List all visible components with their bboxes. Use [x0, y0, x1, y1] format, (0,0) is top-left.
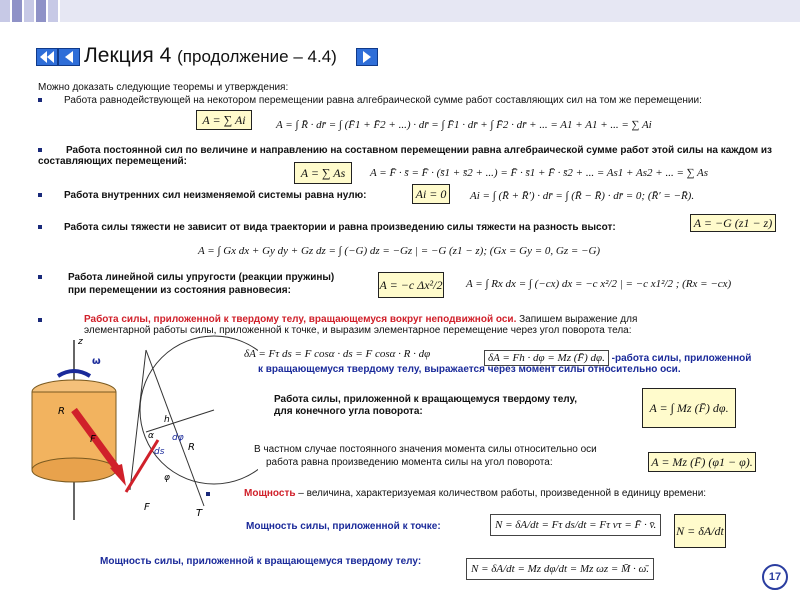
previous-slide-button[interactable] [58, 48, 80, 66]
bullet [38, 98, 42, 102]
theorem-1-box: A = ∑ Ai [196, 110, 252, 130]
constant-text-line2: работа равна произведению момента силы на угол поворота: [266, 457, 553, 468]
theorem-6-formula-b-text2: к вращающемуся твердому телу, выражается через момент силы относительно оси. [258, 364, 681, 375]
theorem-1-formula: A = ∫ R̄ · dr̄ = ∫ (F̄1 + F̄2 + ...) · dr̄ = ∫ F̄1 · dr̄ + ∫ F̄2 · dr̄ + ... = A1 + A1 + ... = ∑ Ai [276, 119, 652, 131]
bullet [38, 318, 42, 322]
constant-text-line1: В частном случае постоянного значения момента силы относительно оси [254, 444, 597, 455]
svg-text:z: z [78, 337, 83, 347]
theorem-6-rest: Запишем выражение для элементарной работы силы, приложенной к точке, и выразим элементарное перемещение через угол поворота тела: [84, 314, 638, 336]
theorem-2-formula: A = F̄ · s̄ = F̄ · (s̄1 + s̄2 + ...) = F̄ · s̄1 + F̄ · s̄2 + ... = As1 + As2 + ... = ∑ As [370, 167, 709, 179]
theorem-1-text: Работа равнодействующей на некотором перемещении равна алгебраической сумме работ составляющих сил на том же перемещении: [64, 95, 702, 106]
svg-text:R: R [188, 442, 195, 453]
double-left-arrow-icon [40, 51, 54, 63]
left-arrow-icon [62, 51, 76, 63]
theorem-5-box: A = −c Δx²/2 [378, 272, 444, 298]
theorem-6-formula-b-row [484, 346, 751, 365]
finite-formula: A = ∫ Mz (F̄) dφ. [642, 388, 736, 428]
power-rot-text: Мощность силы, приложенной к вращающемуся твердому телу: [100, 556, 422, 567]
theorem-4-formula: A = ∫ Gx dx + Gy dy + Gz dz = ∫ (−G) dz = −Gz | = −G (z1 − z); (Gx = Gy = 0, Gz = −G) [198, 245, 601, 257]
theorem-3-text: Работа внутренних сил неизменяемой системы равна нулю: [64, 190, 367, 201]
bullet [38, 193, 42, 197]
page-title: Лекция 4 (продолжение – 4.4) [84, 44, 337, 67]
bullet [38, 225, 42, 229]
svg-text:α: α [148, 431, 154, 441]
theorem-6-title: Работа силы, приложенной к твердому телу, вращающемуся вокруг неподвижной оси. [84, 314, 517, 325]
power-term: Мощность [244, 488, 296, 499]
svg-text:ds: ds [154, 447, 165, 457]
svg-text:φ: φ [164, 473, 170, 483]
svg-text:h: h [164, 415, 170, 425]
svg-text:R: R [58, 406, 65, 417]
power-def-text: – величина, характеризуемая количеством работы, произведенной в единицу времени: [295, 488, 707, 499]
rotating-body-figure [18, 330, 258, 530]
intro-text: Можно доказать следующие теоремы и утверждения: [38, 82, 289, 93]
right-arrow-icon [360, 51, 374, 63]
theorem-5-text-line2: при перемещении из состояния равновесия: [68, 285, 291, 296]
next-slide-button[interactable] [356, 48, 378, 66]
first-slide-button[interactable] [36, 48, 58, 66]
svg-text:F: F [144, 502, 150, 513]
theorem-5-text-line1: Работа линейной силы упругости (реакции пружины) [68, 272, 335, 283]
finite-text-line1: Работа силы, приложенной к вращающемуся твердому телу, [274, 394, 578, 405]
theorem-4-text: Работа силы тяжести не зависит от вида траектории и равна произведению силы тяжести на разность высот: [64, 222, 616, 233]
power-point-formula: N = δA/dt = Fτ ds/dt = Fτ vτ = F̄ · v̄. [490, 514, 661, 536]
theorem-6-formula-a: δA = Fτ ds = F cosα · ds = F cosα · R · dφ [244, 348, 431, 360]
power-point-text: Мощность силы, приложенной к точке: [246, 521, 441, 532]
finite-text-line2: для конечного угла поворота: [274, 406, 423, 417]
power-point-box: N = δA/dt [674, 514, 726, 548]
theorem-3-formula: Ai = ∫ (R̄ + R̄′) · dr̄ = ∫ (R̄ − R̄) · dr̄ = 0; (R̄′ = −R̄). [470, 190, 695, 202]
theorem-5-formula: A = ∫ Rx dx = ∫ (−cx) dx = −c x²/2 | = −c x1²/2 ; (Rx = −cx) [466, 278, 732, 290]
svg-text:ω: ω [92, 356, 101, 367]
page-number: 17 [762, 564, 788, 590]
theorem-4-box: A = −G (z1 − z) [690, 214, 776, 232]
cylinder-bottom [32, 458, 116, 482]
power-definition [244, 488, 706, 499]
theorem-2-text: Работа постоянной сил по величине и направлению на составном перемещении равна алгебраической сумме работ этой силы на каждом из составляющих перемещений: [38, 145, 772, 167]
theorem-6-formula-b-text: -работа силы, приложенной [608, 353, 752, 364]
theorem-6-formula-b: δA = Fh · dφ = Mz (F̄) dφ. [484, 350, 609, 366]
bullet [38, 275, 42, 279]
svg-text:F: F [90, 434, 96, 445]
power-rot-formula: N = δA/dt = Mz dφ/dt = Mz ωz = M̄ · ω̄. [466, 558, 654, 580]
constant-formula: A = Mz (F̄) (φ1 − φ). [648, 452, 756, 472]
trajectory-circle [140, 336, 258, 484]
svg-text:dφ: dφ [172, 433, 184, 443]
header-decoration [0, 0, 800, 22]
svg-text:T: T [196, 508, 203, 519]
theorem-2-box: A = ∑ As [294, 162, 352, 184]
theorem-3-box: Ai = 0 [412, 184, 450, 204]
